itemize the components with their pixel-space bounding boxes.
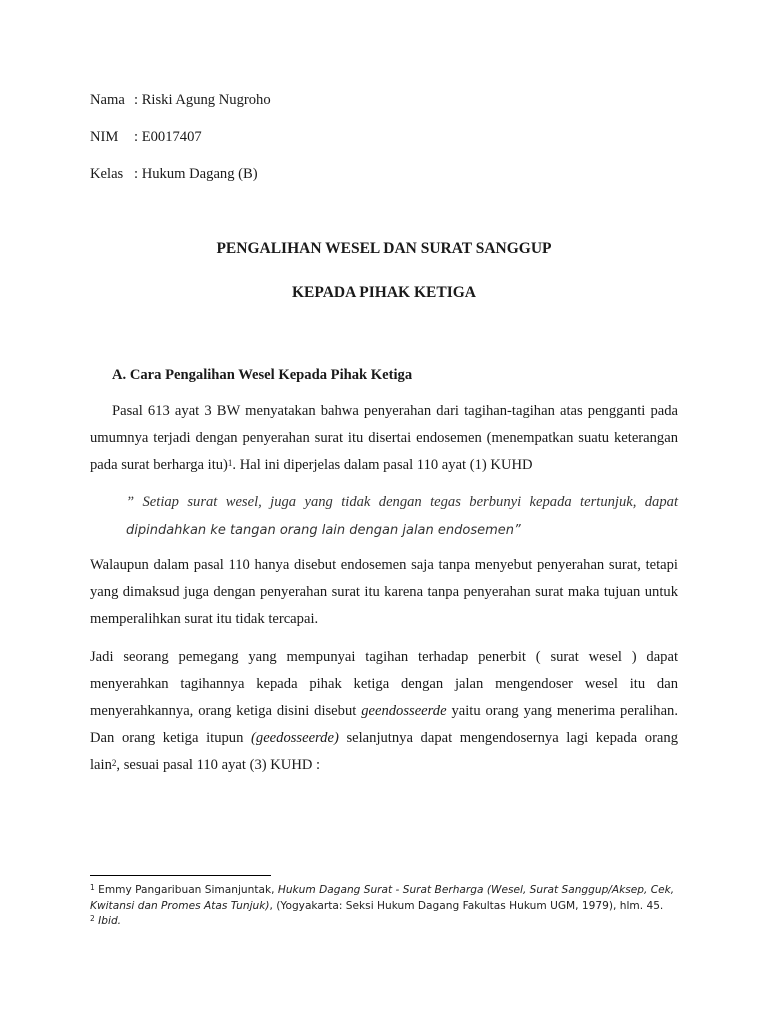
para3-line3-text-b: yaitu orang yang menerima peralihan. [446, 703, 679, 719]
para1-line3 [90, 457, 533, 474]
para3-line4-text-a: Dan orang ketiga itupun [90, 730, 252, 746]
footnote-1-title2: Kwitansi dan Promes Atas Tunjuk) [90, 900, 270, 912]
para2-line2: yang dimaksud juga dengan penyerahan surat itu karena tanpa penyerahan surat maka tujuan untuk [90, 584, 678, 600]
para1-line2: umumnya terjadi dengan penyerahan surat itu disertai endosemen (menempatkan suatu keterangan [90, 430, 678, 446]
para3-line5 [90, 757, 320, 774]
para3-line4 [90, 730, 678, 747]
footnote-1-line1 [90, 884, 674, 896]
document-title-line1: PENGALIHAN WESEL DAN SURAT SANGGUP [216, 240, 552, 257]
footnote-1-line2 [90, 900, 663, 912]
name-value: : Riski Agung Nugroho [134, 92, 271, 108]
para1-line3-text: pada surat berharga itu) [90, 457, 228, 473]
para3-line2: menyerahkan tagihannya kepada pihak ketiga dengan jalan mengendoser wesel itu dan [90, 676, 678, 692]
class-label: Kelas [90, 166, 124, 182]
para3-line3-text-a: menyerahkannya, orang ketiga disini disebut [90, 703, 362, 719]
footnote-2-mark: 2 [90, 914, 95, 924]
name-row [90, 92, 271, 109]
footnote-ref-1: 1 [227, 457, 233, 468]
name-label: Nama [90, 92, 125, 108]
para3-line5-text-a: lain [90, 757, 112, 773]
para2-line3: memperalihkan surat itu tidak tercapai. [90, 611, 319, 627]
para3-line4-text-b: selanjutnya dapat mengendosernya lagi kepada orang [338, 730, 678, 746]
para1-line1: Pasal 613 ayat 3 BW menyatakan bahwa penyerahan dari tagihan-tagihan atas pengganti pada [112, 403, 678, 419]
nim-value: : E0017407 [134, 129, 202, 145]
footnote-2-text: Ibid. [94, 915, 122, 927]
geedosseerde-term: (geedosseerde) [251, 730, 339, 746]
footnote-1-author: Emmy Pangaribuan Simanjuntak, [94, 884, 278, 896]
quote-line1: ” Setiap surat wesel, juga yang tidak dengan tegas berbunyi kepada tertunjuk, dapat [126, 494, 678, 510]
footnote-ref-2: 2 [111, 757, 117, 768]
footnote-2 [90, 915, 121, 927]
document-title-line2: KEPADA PIHAK KETIGA [291, 284, 476, 301]
section-heading: A. Cara Pengalihan Wesel Kepada Pihak Ketiga [112, 367, 413, 383]
footnote-1-title: Hukum Dagang Surat - Surat Berharga (Wesel, Surat Sanggup/Aksep, Cek, [277, 884, 675, 896]
para3-line1: Jadi seorang pemegang yang mempunyai tagihan terhadap penerbit ( surat wesel ) dapat [90, 649, 678, 665]
para3-line5-text-b: , sesuai pasal 110 ayat (3) KUHD : [116, 757, 321, 773]
para1-line3-text-b: . Hal ini diperjelas dalam pasal 110 ayat (1) KUHD [232, 457, 533, 473]
footnote-1-rest: , (Yogyakarta: Seksi Hukum Dagang Fakultas Hukum UGM, 1979), hlm. 45. [269, 900, 664, 912]
footnote-1-mark: 1 [90, 883, 95, 893]
para2-line1: Walaupun dalam pasal 110 hanya disebut endosemen saja tanpa menyebut penyerahan surat, tetapi [90, 557, 678, 573]
geendosseerde-term: geendosseerde [361, 703, 447, 719]
footnote-separator [90, 875, 271, 876]
nim-label: NIM [90, 129, 119, 145]
class-row [90, 166, 258, 183]
nim-row [90, 129, 202, 146]
class-value: : Hukum Dagang (B) [134, 166, 258, 182]
quote-line2: dipindahkan ke tangan orang lain dengan jalan endosemen” [126, 523, 521, 538]
para3-line3 [90, 703, 678, 720]
